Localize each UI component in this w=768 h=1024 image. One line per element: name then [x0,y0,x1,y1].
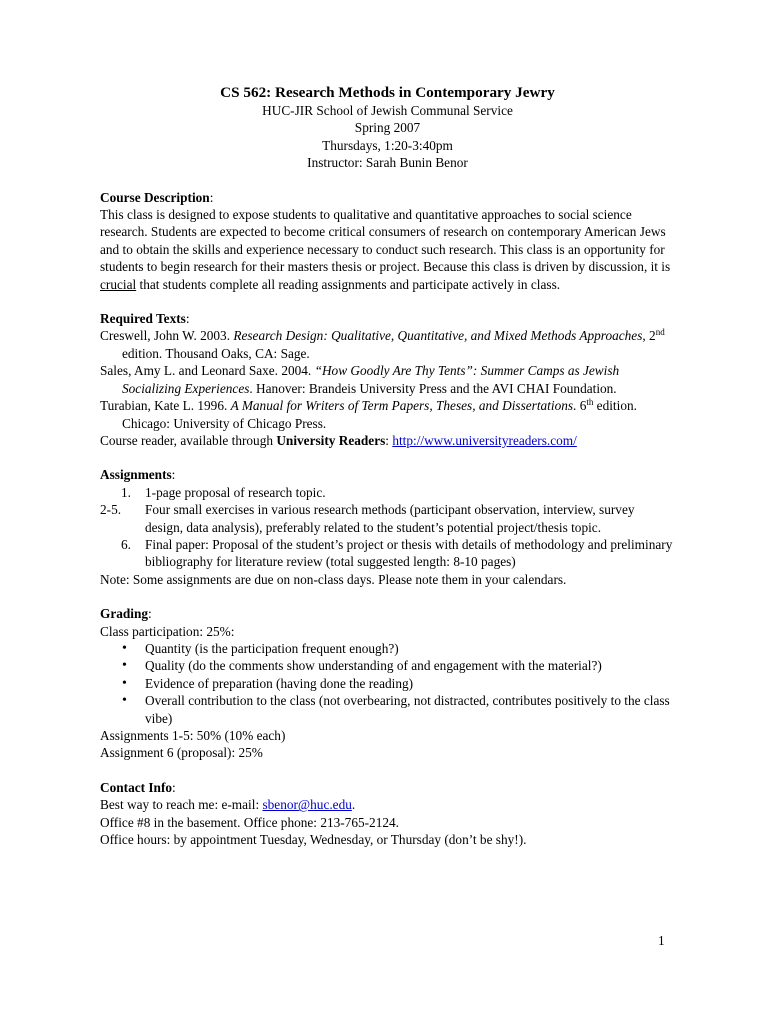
list-item: • Quantity (is the participation frequent enough?) [100,640,675,657]
schedule: Thursdays, 1:20-3:40pm [322,137,453,153]
course-description-section [100,189,675,293]
list-item: 2-5. Four small exercises in various research methods (participant observation, interview, survey design, data analysis), preferably related to the student’s potential project/thesis topic. [100,502,635,535]
assignments-weight: Assignments 1-5: 50% (10% each) [100,728,286,743]
participation-criteria-list [100,640,675,727]
assignment-list [100,484,675,571]
section-heading: Course Description: [100,189,214,205]
syllabus-page [100,83,675,848]
reference-sales: Sales, Amy L. and Leonard Saxe. 2004. “How Goodly Are Thy Tents”: Summer Camps as Jewish Socializing Experiences. Hanover: Brandeis University Press and the AVI CHAI Foundation. [100,363,620,396]
list-item: 1. 1-page proposal of research topic. [121,484,326,500]
list-item: • Quality (do the comments show understanding of and engagement with the material?) [100,657,675,674]
list-item: • Overall contribution to the class (not overbearing, not distracted, contributes positively to the class vibe) [100,692,675,727]
instructor: Instructor: Sarah Bunin Benor [307,155,468,171]
proposal-weight: Assignment 6 (proposal): 25% [100,745,263,761]
reference-turabian: Turabian, Kate L. 1996. A Manual for Writers of Term Papers, Theses, and Dissertations. 6th edition. Chicago: University of Chicago Press. [100,397,637,431]
term: Spring 2007 [354,120,421,136]
course-reader-line: Course reader, available through University Readers: http://www.universityreaders.com/ [100,432,577,448]
contact-section [100,779,675,849]
course-title: CS 562: Research Methods in Contemporary Jewry [220,84,555,101]
grading-section [100,605,675,762]
school-name: HUC-JIR School of Jewish Communal Service [262,103,513,118]
section-heading: Grading: [100,606,152,622]
section-heading: Required Texts: [100,311,190,327]
list-item: • Evidence of preparation (having done the reading) [100,675,675,692]
section-heading: Assignments: [100,467,176,483]
reference-creswell: Creswell, John W. 2003. Research Design: Qualitative, Quantitative, and Mixed Methods Approaches, 2nd edition. Thousand Oaks, CA: Sage. [100,327,665,361]
crucial-emphasis: crucial [100,276,137,292]
participation-weight: Class participation: 25%: [100,623,235,639]
course-description-text: This class is designed to expose students to qualitative and quantitative approaches to social science research. Students are expected to become critical consumers of research on contemporary American Jews and to obtain the skills and experience necessary to conduct such research. This class is an opportunity for students to begin research for their masters thesis or project. Because this class is driven by discussion, it is crucial that students complete all reading assignments and participate actively in class. [100,207,671,292]
email-link[interactable]: sbenor@huc.edu [262,797,352,813]
assignments-section [100,466,675,588]
list-item: 6. Final paper: Proposal of the student’s project or thesis with details of methodology and preliminary bibliography for literature review (total suggested length: 8-10 pages) [121,536,673,570]
office-line: Office #8 in the basement. Office phone: 213-765-2124. [100,814,399,830]
section-heading: Contact Info: [100,779,176,795]
assignments-note: Note: Some assignments are due on non-class days. Please note them in your calendars. [100,571,567,587]
page-number: 1 [658,933,665,948]
email-line: Best way to reach me: e-mail: sbenor@huc.edu. [100,797,356,813]
syllabus-header [100,83,675,172]
university-readers-link[interactable]: http://www.universityreaders.com/ [392,432,577,448]
required-texts-section [100,310,675,449]
office-hours-line: Office hours: by appointment Tuesday, Wednesday, or Thursday (don’t be shy!). [100,832,527,848]
